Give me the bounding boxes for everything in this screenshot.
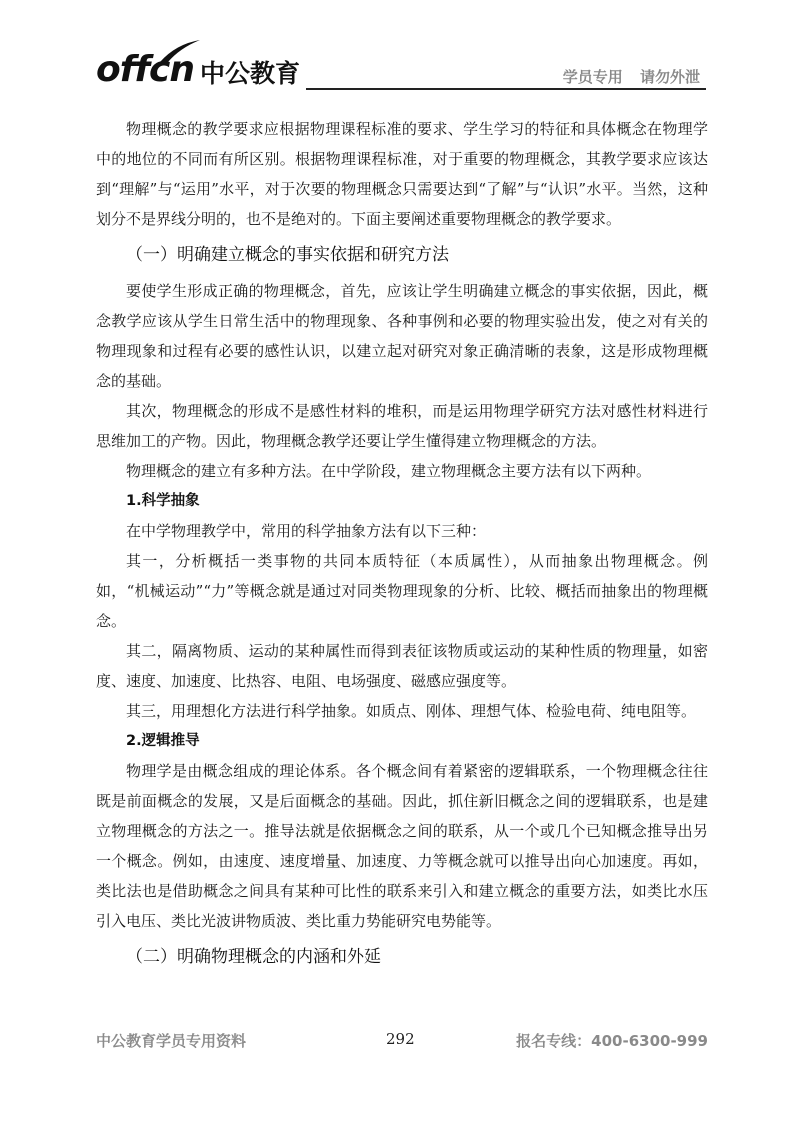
brand-name: 中公教育 — [200, 59, 301, 88]
subsection-2-paragraph-1: 物理学是由概念组成的理论体系。各个概念间有着紧密的逻辑联系，一个物理概念往往既是前面概念的发展，又是后面概念的基础。因此，抓住新旧概念之间的逻辑联系，也是建立物理概念的方法之一。推导法就是依据概念之间的联系，从一个或几个已知概念推导出另一个概念。例如，由速度、速度增量、加速度、力等概念就可以推导出向心加速度。再如，类比法也是借助概念之间具有某种可比性的联系来引入和建立概念的重要方法，如类比水压引入电压、类比光波讲物质波、类比重力势能研究电势能等。 — [96, 762, 708, 930]
subsection-2-title: 2.逻辑推导 — [126, 733, 200, 749]
tag-members-only: 学员专用 — [562, 68, 623, 86]
header-divider — [306, 88, 706, 90]
footer-hotline: 报名专线：400-6300-999 — [516, 1032, 708, 1050]
subsection-1-paragraph-4: 其三，用理想化方法进行科学抽象。如质点、刚体、理想气体、检验电荷、纯电阻等。 — [126, 702, 697, 720]
page-body — [96, 114, 708, 978]
section-1-paragraph-1: 要使学生形成正确的物理概念，首先，应该让学生明确建立概念的事实依据，因此，概念教学应该从学生日常生活中的物理现象、各种事例和必要的物理实验出发，使之对有关的物理现象和过程有必要的感性认识，以建立起对研究对象正确清晰的表象，这是形成物理概念的基础。 — [96, 282, 708, 390]
tag-no-leak: 请勿外泄 — [639, 68, 700, 86]
section-1-title: （一）明确建立概念的事实依据和研究方法 — [126, 245, 449, 265]
page-footer — [96, 1030, 708, 1056]
logo-wordmark: offcn — [96, 49, 195, 90]
section-1-paragraph-3: 物理概念的建立有多种方法。在中学阶段，建立物理概念主要方法有以下两种。 — [126, 462, 652, 480]
subsection-1-paragraph-3: 其二，隔离物质、运动的某种属性而得到表征该物质或运动的某种性质的物理量，如密度、速度、加速度、比热容、电阻、电场强度、磁感应强度等。 — [96, 642, 708, 690]
header-tagline — [563, 66, 700, 87]
footer-material-label: 中公教育学员专用资料 — [96, 1032, 247, 1050]
page-number: 292 — [386, 1030, 415, 1048]
subsection-1-paragraph-2: 其一，分析概括一类事物的共同本质特征（本质属性），从而抽象出物理概念。例如，“机械运动”“力”等概念就是通过对同类物理现象的分析、比较、概括而抽象出的物理概念。 — [96, 552, 708, 630]
offcn-logo — [96, 49, 301, 90]
logo-swoosh-icon — [158, 38, 202, 64]
page-header — [96, 34, 706, 94]
subsection-1-title: 1.科学抽象 — [126, 493, 200, 509]
section-1-paragraph-2: 其次，物理概念的形成不是感性材料的堆积，而是运用物理学研究方法对感性材料进行思维加工的产物。因此，物理概念教学还要让学生懂得建立物理概念的方法。 — [96, 402, 708, 450]
intro-paragraph: 物理概念的教学要求应根据物理课程标准的要求、学生学习的特征和具体概念在物理学中的地位的不同而有所区别。根据物理课程标准，对于重要的物理概念，其教学要求应该达到“理解”与“运用”水平，对于次要的物理概念只需要达到“了解”与“认识”水平。当然，这种划分不是界线分明的，也不是绝对的。下面主要阐述重要物理概念的教学要求。 — [96, 120, 708, 228]
section-2-title: （二）明确物理概念的内涵和外延 — [126, 947, 381, 967]
subsection-1-paragraph-1: 在中学物理教学中，常用的科学抽象方法有以下三种： — [126, 522, 487, 540]
